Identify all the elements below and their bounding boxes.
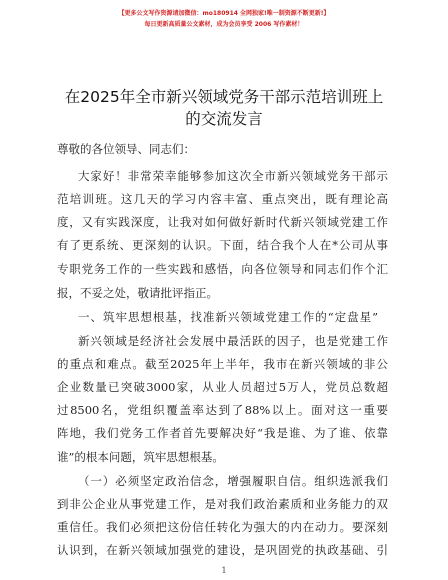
body-line: 度，又有实践深度，让我对如何做好新时代新兴领域党建工作 [57, 215, 388, 229]
page-number: 1 [221, 566, 227, 575]
body-line: 重信任。我们必须把这份信任转化为强大的内在动力。要深刻 [57, 520, 388, 534]
body-line: 报，不妥之处，敬请批评指正。 [57, 286, 218, 300]
body-line: 新兴领域是经济社会发展中最活跃的因子，也是党建工作 [78, 334, 388, 348]
document-title-line-2: 的交流发言 [185, 110, 263, 128]
body-line: 认识到，在新兴领域加强党的建设，是巩固党的执政基础、引 [57, 543, 388, 557]
salutation: 尊敬的各位领导、同志们： [57, 142, 195, 156]
body-line: 范培训班。这几天的学习内容丰富、重点突出，既有理论高 [57, 192, 388, 206]
body-line: 谁”的根本问题，筑牢思想根基。 [57, 450, 224, 464]
promo-banner-line-1: 【更多公文写作资源请加微信：mo180914 全网独家!唯一制资源不断更新!】 [118, 10, 330, 17]
subsection-line: （一）必须坚定政治信念，增强履职自信。组织选派我们 [78, 474, 388, 488]
body-line: 大家好！非常荣幸能够参加这次全市新兴领域党务干部示 [78, 169, 388, 183]
body-line: 的重点和难点。截至2025年上半年，我市在新兴领域的非公 [57, 357, 388, 371]
body-line: 有了更系统、更深刻的认识。下面，结合我个人在*公司从事 [57, 238, 388, 252]
body-line: 到非公企业从事党建工作，是对我们政治素质和业务能力的双 [57, 497, 388, 511]
body-line: 专职党务工作的一些实践和感悟，向各位领导和同志们作个汇 [57, 262, 388, 276]
section-heading: 一、筑牢思想根基，找准新兴领域党建工作的“定盘星” [78, 310, 378, 324]
document-title-line-1: 在2025年全市新兴领域党务干部示范培训班上 [64, 88, 384, 106]
promo-banner-line-2: 每日更新高质量公文素材，成为会员享受 2006 写作素材！ [144, 21, 304, 28]
body-line: 过8500名，党组织覆盖率达到了88%以上。面对这一重要 [57, 403, 388, 417]
body-line: 阵地，我们党务工作者首先要解决好“我是谁、为了谁、依靠 [57, 426, 388, 440]
body-line: 企业数量已突破3000家，从业人员超过5万人，党员总数超 [57, 380, 388, 394]
